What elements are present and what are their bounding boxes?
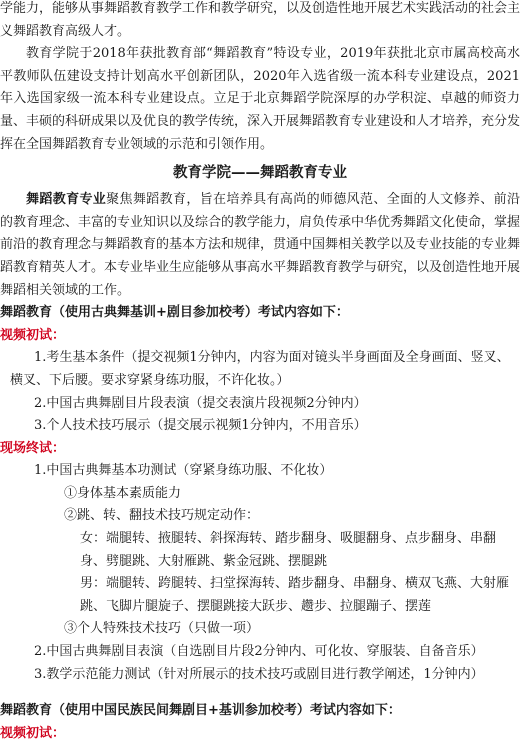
exam1-onsite-item-2: 2.中国古典舞剧目表演（自选剧目片段2分钟内、可化妆、穿服装、自备音乐） xyxy=(34,644,484,660)
intro-paragraph: 教育学院于2018年获批教育部“舞蹈教育”特设专业，2019年获批北京市属高校高水平教师队伍建设支持计划高水平创新团队，2020年入选省级一流本科专业建设点，2021年入选国家级一流本科专业建设点。立足于北京舞蹈学院深厚的办学积淀、卓越的师资力量、丰硕的科研成果以及优良的教学传统，深入开展舞蹈教育专业建设和人才培养，充分发挥在全国舞蹈教育专业领域的示范和引领作用。 xyxy=(0,46,520,152)
exam1-video-item-1: 1.考生基本条件（提交视频1分钟内，内容为面对镜头半身画面及全身画面、竖叉、横叉、下后腰。要求穿紧身练功服，不许化妆。） xyxy=(10,350,510,388)
exam1-video-item-2: 2.中国古典舞剧目片段表演（提交表演片段视频2分钟内） xyxy=(34,395,367,411)
exam1-video-label: 视频初试： xyxy=(0,327,66,343)
exam2-heading: 舞蹈教育（使用中国民族民间舞剧目+基训参加校考）考试内容如下： xyxy=(0,703,401,719)
major-description xyxy=(0,189,520,302)
exam1-video-item-3: 3.个人技术技巧展示（提交展示视频1分钟内，不用音乐） xyxy=(34,418,367,434)
exam1-onsite-item-1: 1.中国古典舞基本功测试（穿紧身练功服、不化妆） xyxy=(34,463,333,479)
exam1-heading: 舞蹈教育（使用古典舞基训+剧目参加校考）考试内容如下： xyxy=(0,305,349,321)
section-gap xyxy=(0,686,520,700)
major-term: 舞蹈教育专业 xyxy=(26,192,107,208)
exam1-onsite-sub-3: ③个人特殊技术技巧（只做一项） xyxy=(64,621,260,637)
exam2-video-label: 视频初试： xyxy=(0,725,66,741)
major-title: 教育学院——舞蹈教育专业 xyxy=(173,165,347,182)
intro-paragraph-continued: 学能力，能够从事舞蹈教育教学工作和教学研究，以及创造性地开展艺术实践活动的社会主义舞蹈教育高级人才。 xyxy=(0,1,520,39)
exam1-female-moves: 女：端腿转、掖腿转、斜探海转、踏步翻身、吸腿翻身、点步翻身、串翻身、劈腿跳、大射雁跳、紫金冠跳、摆腿跳 xyxy=(80,531,497,569)
exam1-onsite-sub-1: ①身体基本素质能力 xyxy=(64,485,182,501)
exam1-male-moves: 男：端腿转、跨腿转、扫堂探海转、踏步翻身、串翻身、横双飞燕、大射雁跳、飞脚片腿旋子、摆腿跳接大跃步、趱步、拉腿蹦子、摆莲 xyxy=(80,576,510,614)
exam1-onsite-label: 现场终试： xyxy=(0,440,66,456)
exam1-onsite-item-3: 3.教学示范能力测试（针对所展示的技术技巧或剧目进行教学阐述，1分钟内） xyxy=(34,666,484,682)
major-desc-text: 聚焦舞蹈教育，旨在培养具有高尚的师德风范、全面的人文修养、前沿的教育理念、丰富的专业知识以及综合的教学能力，肩负传承中华优秀舞蹈文化使命，掌握前沿的教育理念与舞蹈教育的基本方法和规律，贯通中国舞相关教学以及专业技能的专业舞蹈教育精英人才。本专业毕业生应能够从事高水平舞蹈教育教学与研究，以及创造性地开展舞蹈相关领域的工作。 xyxy=(0,192,520,298)
exam1-onsite-sub-2: ②跳、转、翻技术技巧规定动作： xyxy=(64,508,260,524)
